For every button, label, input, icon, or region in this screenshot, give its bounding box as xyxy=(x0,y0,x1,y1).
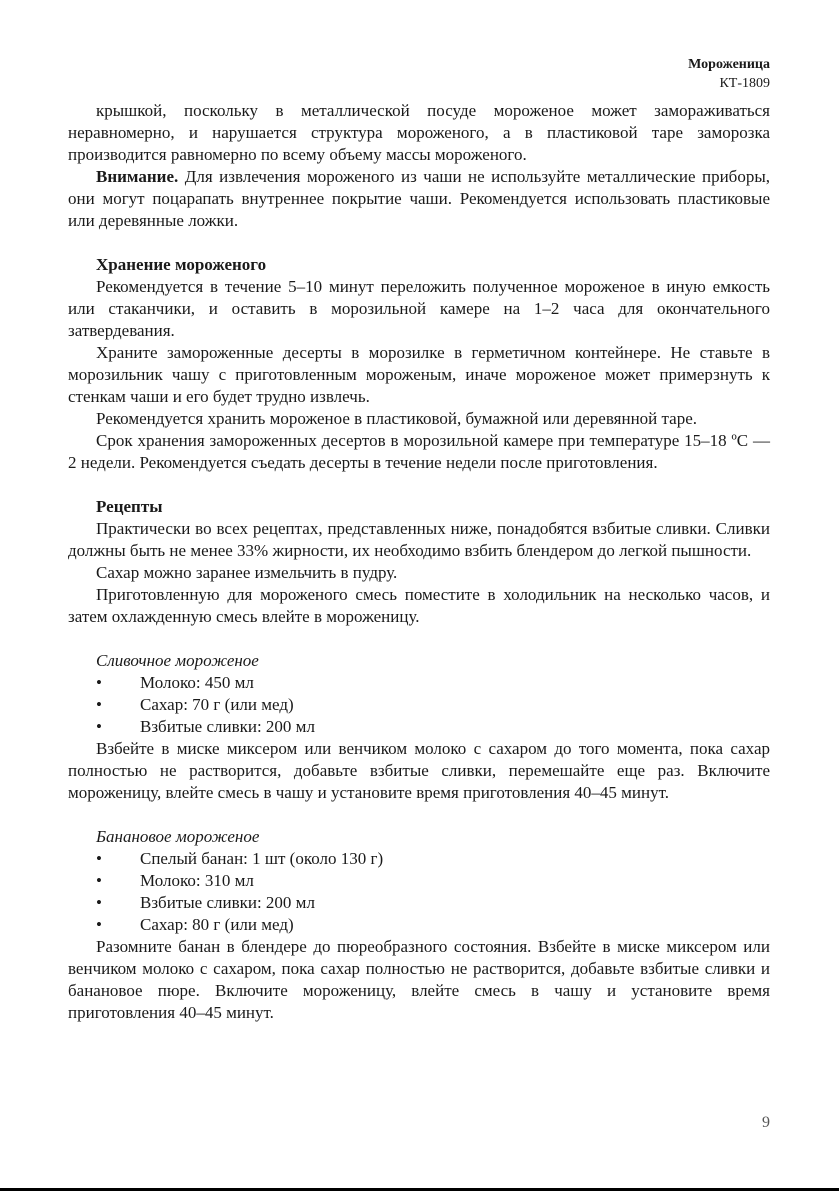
bullet: • xyxy=(96,717,102,736)
recipes-paragraph: Приготовленную для мороженого смесь поместите в холодильник на несколько часов, и затем охлажденную смесь влейте в мороженицу. xyxy=(68,585,770,626)
ingredient: Молоко: 310 мл xyxy=(140,871,254,890)
list-item xyxy=(68,694,770,716)
creamy-instructions: Взбейте в миске миксером или венчиком молоко с сахаром до того момента, пока сахар полностью не растворится, добавьте взбитые сливки, перемешайте еще раз. Включите мороженицу, влейте смесь в чашу и установите время приготовления 40–45 минут. xyxy=(68,739,770,802)
recipes-paragraph: Практически во всех рецептах, представленных ниже, понадобятся взбитые сливки. Сливки должны быть не менее 33% жирности, их необходимо взбить блендером до легкой пышности. xyxy=(68,519,770,560)
creamy-ingredients-list xyxy=(68,672,770,738)
bullet: • xyxy=(96,849,102,868)
bullet: • xyxy=(96,871,102,890)
list-item xyxy=(68,672,770,694)
warning-label: Внимание. xyxy=(96,167,179,186)
bullet: • xyxy=(96,673,102,692)
page-number: 9 xyxy=(762,1114,770,1131)
intro-paragraph: крышкой, поскольку в металлической посуде мороженое может замораживаться неравномерно, и нарушается структура мороженого, а в пластиковой таре заморозка производится равномерно по всему объему массы мороженого. xyxy=(68,101,770,164)
header-model: КТ-1809 xyxy=(719,76,770,91)
recipes-heading: Рецепты xyxy=(96,497,163,516)
list-item xyxy=(68,870,770,892)
ingredient: Сахар: 70 г (или мед) xyxy=(140,695,294,714)
bullet: • xyxy=(96,695,102,714)
ingredient: Молоко: 450 мл xyxy=(140,673,254,692)
list-item xyxy=(68,914,770,936)
storage-heading: Хранение мороженого xyxy=(96,255,267,274)
banana-instructions: Разомните банан в блендере до пюреобразного состояния. Взбейте в миске миксером или венчиком молоко с сахаром, пока сахар полностью не растворится, добавьте взбитые сливки и банановое пюре. Включите мороженицу, влейте смесь в чашу и установите время приготовления 40–45 минут. xyxy=(68,937,770,1022)
creamy-recipe-title: Сливочное мороженое xyxy=(96,651,259,670)
warning-paragraph xyxy=(68,166,770,232)
warning-text: Для извлечения мороженого из чаши не используйте металлические приборы, они могут поцарапать внутреннее покрытие чаши. Рекомендуется использовать пластиковые или деревянные ложки. xyxy=(68,167,770,230)
storage-paragraph: Храните замороженные десерты в морозилке в герметичном контейнере. Не ставьте в морозильник чашу с приготовленным мороженым, иначе мороженое может примерзнуть к стенкам чаши и его будет трудно извлечь. xyxy=(68,343,770,406)
banana-ingredients-list xyxy=(68,848,770,936)
storage-paragraph: Рекомендуется в течение 5–10 минут переложить полученное мороженое в иную емкость или стаканчики, и оставить в морозильной камере на 1–2 часа для окончательного затвердевания. xyxy=(68,277,770,340)
list-item xyxy=(68,716,770,738)
header-title: Мороженица xyxy=(688,57,770,72)
page-header xyxy=(688,55,770,93)
bullet: • xyxy=(96,893,102,912)
ingredient: Спелый банан: 1 шт (около 130 г) xyxy=(140,849,384,868)
storage-paragraph: Рекомендуется хранить мороженое в пластиковой, бумажной или деревянной таре. xyxy=(96,409,697,428)
ingredient: Сахар: 80 г (или мед) xyxy=(140,915,294,934)
ingredient: Взбитые сливки: 200 мл xyxy=(140,717,315,736)
list-item xyxy=(68,848,770,870)
list-item xyxy=(68,892,770,914)
storage-paragraph: Срок хранения замороженных десертов в морозильной камере при температуре 15–18 ºС — 2 недели. Рекомендуется съедать десерты в течение недели после приготовления. xyxy=(68,431,770,472)
page-content xyxy=(68,100,770,1024)
banana-recipe-title: Банановое мороженое xyxy=(96,827,260,846)
recipes-paragraph: Сахар можно заранее измельчить в пудру. xyxy=(96,563,398,582)
bullet: • xyxy=(96,915,102,934)
ingredient: Взбитые сливки: 200 мл xyxy=(140,893,315,912)
